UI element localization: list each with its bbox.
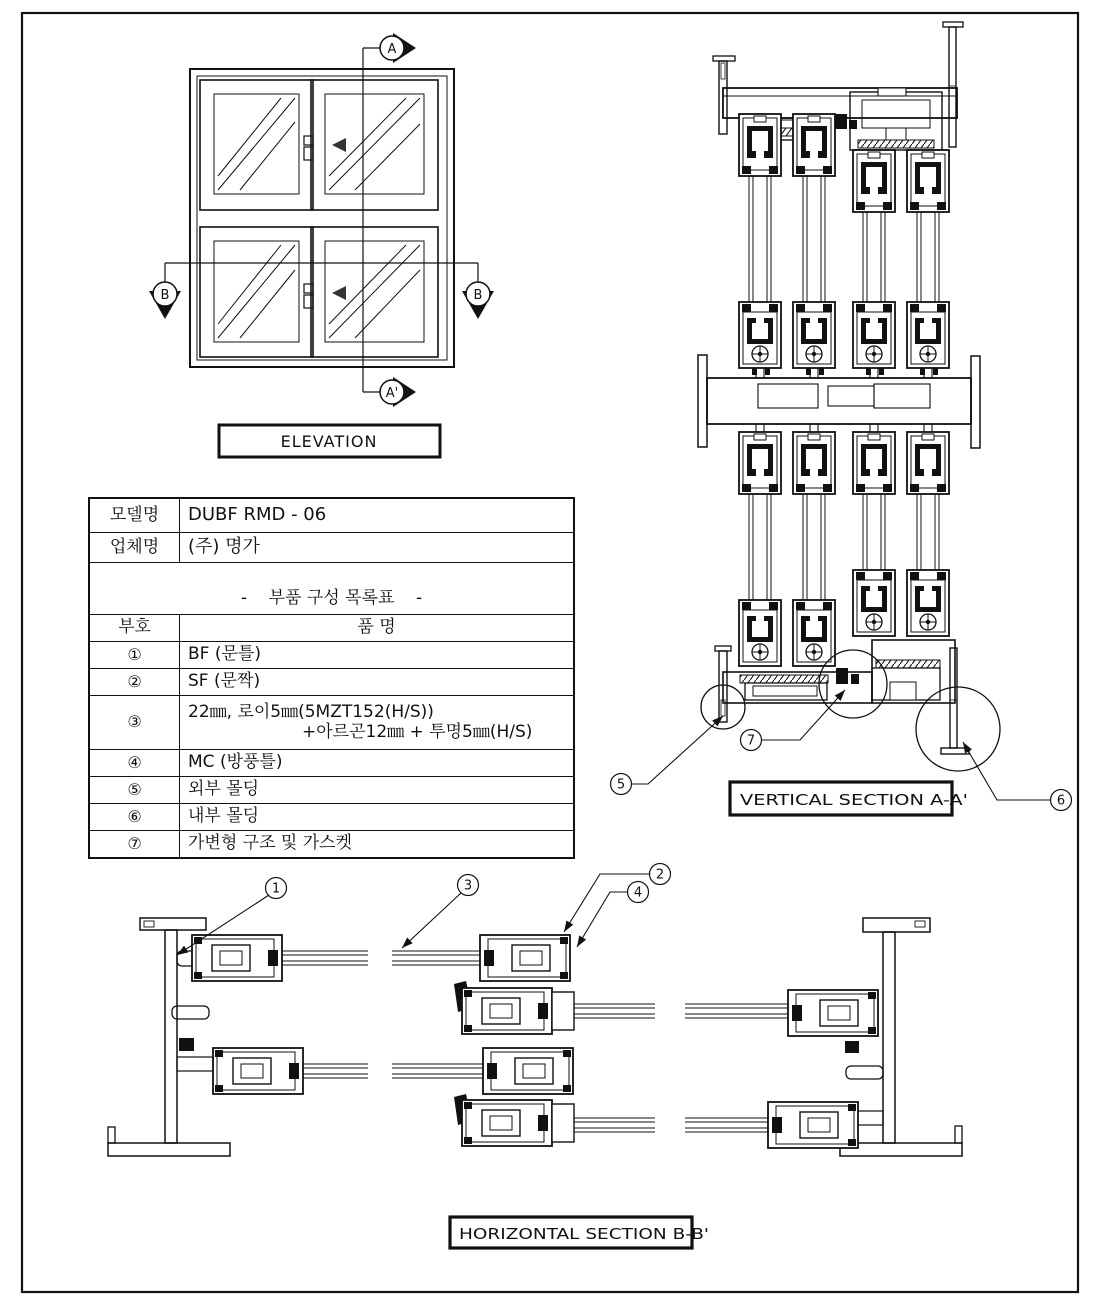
parts-list-title: - 부품 구성 목록표 - xyxy=(240,588,423,609)
sash-section-roller xyxy=(739,600,781,666)
callout-7 xyxy=(741,687,848,750)
part-number: ④ xyxy=(90,750,180,776)
section-marker-a-top: A xyxy=(387,42,397,57)
svg-text:3: 3 xyxy=(463,878,473,894)
part-number: ② xyxy=(90,669,180,695)
section-marker-b-right: B xyxy=(473,288,483,303)
sash-section xyxy=(739,432,781,494)
part-number: ③ xyxy=(90,696,180,749)
callout-6 xyxy=(960,740,1072,811)
table-row xyxy=(90,830,573,857)
svg-text:1: 1 xyxy=(271,881,281,897)
part-name: MC (방풍틀) xyxy=(188,752,283,773)
table-row xyxy=(90,499,573,532)
sash-section-roller xyxy=(793,600,835,666)
part-name: 외부 몰딩 xyxy=(188,779,260,800)
parts-table xyxy=(88,497,575,859)
svg-text:5: 5 xyxy=(616,777,626,793)
part-name: SF (문짝) xyxy=(188,671,261,692)
table-row xyxy=(90,668,573,695)
column-header-name: 품 명 xyxy=(357,617,396,638)
sash-section xyxy=(768,1102,858,1148)
svg-text:2: 2 xyxy=(655,867,665,883)
part-name-line1: 22㎜, 로이5㎜(5MZT152(H/S)) xyxy=(188,701,434,722)
column-header-no: 부호 xyxy=(90,615,180,641)
part-number: ⑦ xyxy=(90,831,180,857)
sash-section-roller xyxy=(739,302,781,368)
sash-section-roller xyxy=(793,302,835,368)
table-row xyxy=(90,532,573,562)
elevation-view xyxy=(149,33,494,457)
svg-text:4: 4 xyxy=(633,885,643,901)
part-number: ⑤ xyxy=(90,777,180,803)
model-label: 모델명 xyxy=(90,499,180,532)
section-line-a xyxy=(363,33,416,407)
table-row xyxy=(90,803,573,830)
sash-section xyxy=(793,432,835,494)
sash-section xyxy=(192,935,282,981)
table-row xyxy=(90,641,573,668)
slide-direction-icon xyxy=(332,286,346,300)
part-name: BF (문틀) xyxy=(188,644,261,665)
table-row xyxy=(90,695,573,749)
callout-2 xyxy=(561,864,671,935)
part-name: 내부 몰딩 xyxy=(188,806,260,827)
sash-section xyxy=(462,1100,552,1146)
model-value: DUBF RMD - 06 xyxy=(188,504,327,526)
part-number: ① xyxy=(90,642,180,668)
horizontal-section-view xyxy=(108,864,962,1249)
detail-circle-interior-molding xyxy=(916,687,1000,771)
company-value: (주) 명가 xyxy=(188,536,260,558)
elevation-title: ELEVATION xyxy=(280,432,378,451)
callout-4 xyxy=(574,882,649,950)
svg-text:7: 7 xyxy=(746,733,756,749)
sash-section xyxy=(483,1048,573,1094)
company-label: 업체명 xyxy=(90,533,180,562)
vertical-section-title: VERTICAL SECTION A-A' xyxy=(740,791,968,809)
callout-3 xyxy=(399,875,478,951)
sash-section-roller xyxy=(853,302,895,368)
section-marker-a-bottom: A' xyxy=(385,386,399,401)
sash-section xyxy=(788,990,878,1036)
sash-section-roller xyxy=(907,570,949,636)
wind-break-profile xyxy=(552,1104,574,1142)
wind-break-profile xyxy=(552,992,574,1030)
sash-section xyxy=(480,935,570,981)
table-row xyxy=(90,776,573,803)
vertical-section-view xyxy=(611,22,1072,815)
part-number: ⑥ xyxy=(90,804,180,830)
part-name xyxy=(180,696,573,749)
sash-section xyxy=(907,150,949,212)
section-marker-b-left: B xyxy=(160,288,170,303)
sash-section xyxy=(213,1048,303,1094)
sash-section xyxy=(739,114,781,176)
callout-5 xyxy=(611,713,726,794)
sash-section xyxy=(907,432,949,494)
sash-section-roller xyxy=(907,302,949,368)
sash-section xyxy=(462,988,552,1034)
slide-direction-icon xyxy=(332,138,346,152)
table-row xyxy=(90,562,573,614)
table-row xyxy=(90,749,573,776)
table-header-row xyxy=(90,614,573,641)
sash-section-roller xyxy=(853,570,895,636)
horizontal-section-title: HORIZONTAL SECTION B-B' xyxy=(459,1225,709,1243)
svg-text:6: 6 xyxy=(1056,793,1066,809)
sash-section xyxy=(793,114,835,176)
sash-section xyxy=(853,150,895,212)
part-name-line2: +아르곤12㎜ + 투명5㎜(H/S) xyxy=(302,721,533,742)
part-name: 가변형 구조 및 가스켓 xyxy=(188,833,353,854)
sash-section xyxy=(853,432,895,494)
